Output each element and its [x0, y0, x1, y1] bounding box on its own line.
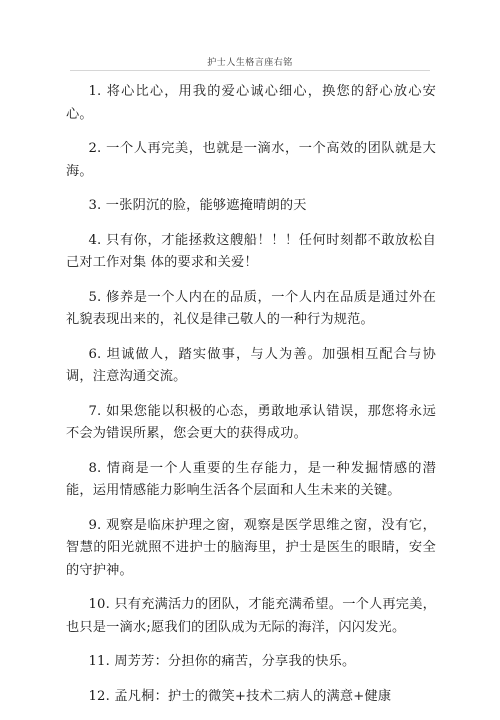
page-header-title: 护士人生格言座右铭	[207, 58, 293, 68]
motto-item-1: 1. 将心比心，用我的爱心诚心细心，换您的舒心放心安心。	[66, 84, 436, 122]
motto-item-12: 12. 孟凡桐：护士的微笑+技术二病人的满意+健康	[88, 688, 392, 704]
motto-item-4: 4. 只有你，才能拯救这艘船！！！任何时刻都不敢放松自己对工作对集 体的要求和关爱！	[66, 232, 436, 270]
motto-item-3: 3. 一张阴沉的脸，能够遮掩晴朗的天	[88, 198, 307, 213]
motto-item-11: 11. 周芳芳：分担你的痛苦，分享我的快乐。	[88, 654, 356, 669]
motto-item-9: 9. 观察是临床护理之窗，观察是医学思维之窗，没有它，智慧的阳光就照不进护士的脑海里，护士是医生的眼睛，安全的守护神。	[66, 517, 436, 578]
motto-list	[66, 81, 436, 720]
motto-item-2: 2. 一个人再完美，也就是一滴水，一个高效的团队就是大海。	[66, 141, 436, 179]
motto-item-10: 10. 只有充满活力的团队，才能充满希望。一个人再完美，也只是一滴水;愿我们的团队成为无际的海洋，闪闪发光。	[66, 597, 436, 635]
motto-item-5: 5. 修养是一个人内在的品质，一个人内在品质是通过外在礼貌表现出来的，礼仪是律己敬人的一种行为规范。	[66, 289, 436, 327]
motto-item-8: 8. 情商是一个人重要的生存能力，是一种发掘情感的潜能，运用情感能力影响生活各个层面和人生未来的关键。	[66, 460, 436, 498]
motto-item-7: 7. 如果您能以积极的心态，勇敢地承认错误，那您将永远不会为错误所累，您会更大的获得成功。	[66, 403, 436, 441]
header-divider	[70, 70, 430, 71]
motto-item-6: 6. 坦诚做人，踏实做事，与人为善。加强相互配合与协调，注意沟通交流。	[66, 346, 436, 384]
